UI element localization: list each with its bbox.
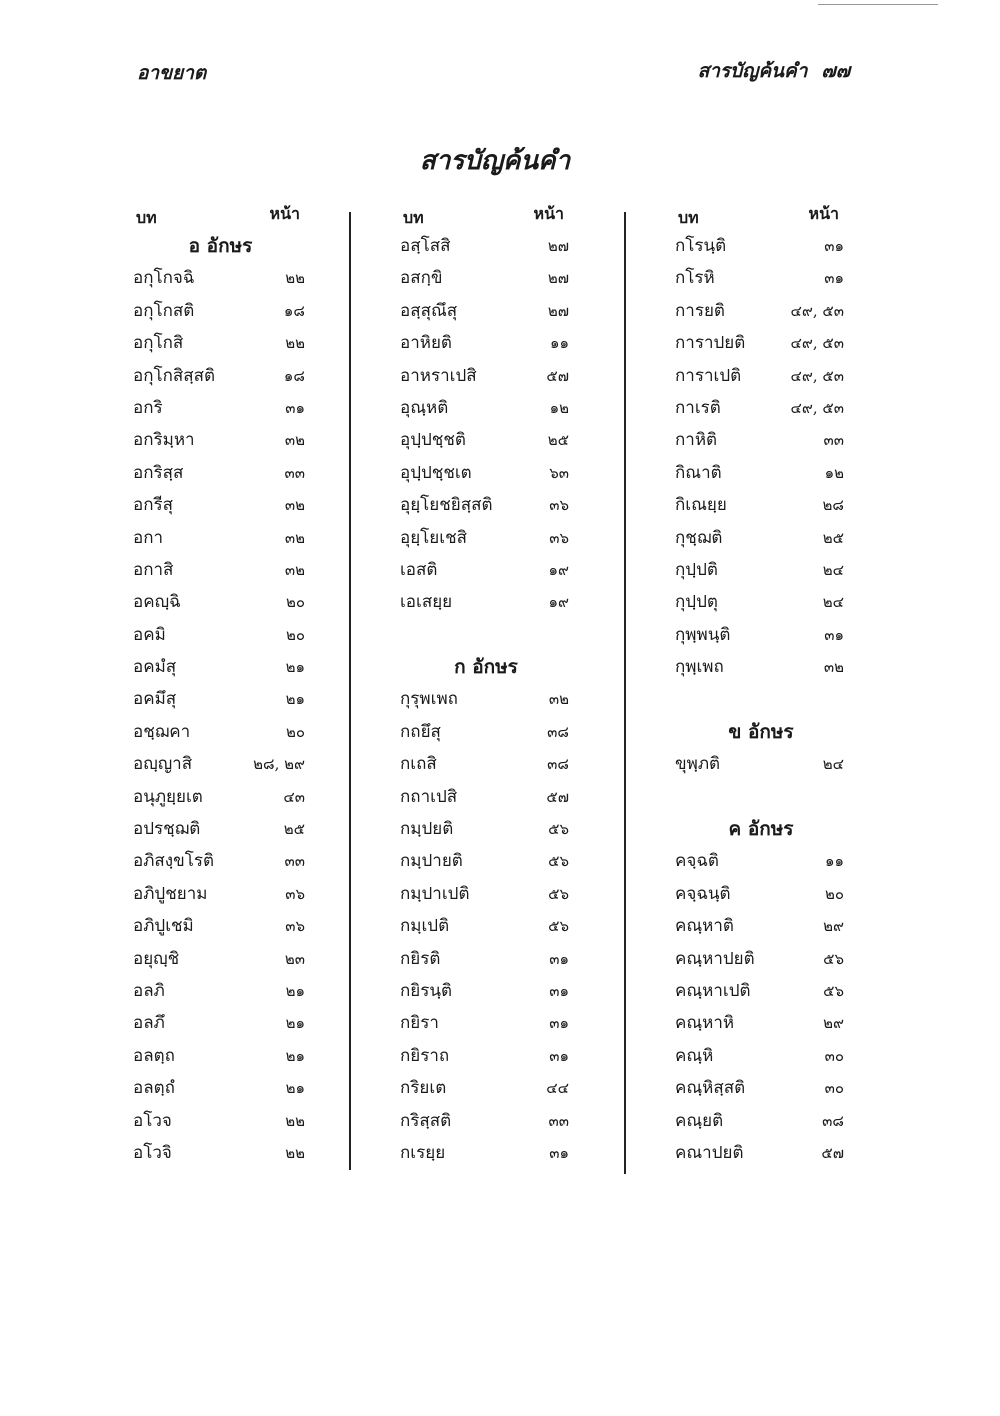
entry-page-number: ๖๓ bbox=[549, 463, 569, 482]
entry-page-number: ๕๗ bbox=[546, 787, 569, 806]
entry-page-number: ๒๗ bbox=[547, 269, 569, 288]
entry-word: อคมิ bbox=[133, 624, 166, 645]
entry-word: คณฺหาติ bbox=[675, 916, 734, 937]
entry-word: กริสฺสติ bbox=[400, 1110, 452, 1131]
index-entry bbox=[675, 1137, 847, 1169]
entry-word: อโวจ bbox=[133, 1110, 172, 1131]
index-entry bbox=[675, 910, 847, 942]
index-entry bbox=[133, 554, 308, 586]
entry-word: อุยฺโยเชสิ bbox=[400, 527, 467, 548]
running-header-right bbox=[698, 56, 850, 86]
entry-page-number: ๒๕ bbox=[547, 431, 569, 450]
entry-word: อลตฺถ bbox=[133, 1045, 175, 1066]
entry-word: กิณาติ bbox=[675, 462, 722, 483]
index-entry bbox=[400, 295, 572, 327]
entry-list bbox=[400, 230, 572, 1169]
index-entry bbox=[400, 1072, 572, 1104]
entry-list bbox=[133, 230, 308, 1169]
index-entry bbox=[133, 781, 308, 813]
entry-word: อสกฺขิ bbox=[400, 268, 443, 289]
entry-page-number: ๔๙, ๕๓ bbox=[790, 301, 844, 320]
index-entry bbox=[675, 554, 847, 586]
index-entry bbox=[675, 845, 847, 877]
entry-word: เอสติ bbox=[400, 559, 438, 580]
entry-word: อกาสิ bbox=[133, 559, 174, 580]
index-entry bbox=[133, 619, 308, 651]
index-entry bbox=[133, 878, 308, 910]
entry-word: อภิสงฺขโรติ bbox=[133, 851, 215, 872]
index-entry bbox=[675, 943, 847, 975]
index-entry bbox=[675, 619, 847, 651]
index-entry bbox=[133, 1137, 308, 1169]
entry-word: กุพฺพนฺติ bbox=[675, 624, 731, 645]
page-corner-mark bbox=[818, 0, 938, 5]
index-entry bbox=[675, 327, 847, 359]
entry-page-number: ๒๑ bbox=[285, 1014, 305, 1033]
entry-page-number: ๓๑ bbox=[549, 981, 569, 1000]
entry-word: อปรชฺฌติ bbox=[133, 819, 201, 840]
entry-page-number: ๓๖ bbox=[549, 496, 569, 515]
section-spacer bbox=[675, 781, 847, 813]
entry-word: กริยเต bbox=[400, 1078, 447, 1099]
entry-word: คณฺหาเปติ bbox=[675, 980, 751, 1001]
entry-word: ขุพฺภติ bbox=[675, 754, 721, 775]
entry-word: คณฺยติ bbox=[675, 1110, 724, 1131]
entry-page-number: ๒๕ bbox=[283, 820, 305, 839]
entry-word: อกุโกจฉิ bbox=[133, 268, 195, 289]
index-entry bbox=[675, 392, 847, 424]
entry-page-number: ๓๘ bbox=[822, 1111, 844, 1130]
index-entry bbox=[400, 910, 572, 942]
index-entry bbox=[400, 1137, 572, 1169]
entry-word: อโวจิ bbox=[133, 1142, 172, 1163]
entry-word: คจฺฉนฺติ bbox=[675, 883, 731, 904]
entry-page-number: ๒๙ bbox=[823, 917, 844, 936]
entry-word: อสฺสุณึสุ bbox=[400, 300, 458, 321]
index-entry bbox=[675, 489, 847, 521]
index-entry bbox=[400, 878, 572, 910]
index-entry bbox=[400, 262, 572, 294]
entry-word: อคญฺฉิ bbox=[133, 592, 181, 613]
entry-page-number: ๒๐ bbox=[285, 625, 305, 644]
entry-word: อกุโกสิ bbox=[133, 333, 184, 354]
index-entry bbox=[133, 457, 308, 489]
entry-page-number: ๓๒ bbox=[823, 658, 844, 677]
entry-word: อาหิยติ bbox=[400, 333, 452, 354]
entry-page-number: ๓๑ bbox=[549, 1014, 569, 1033]
entry-page-number: ๓๑ bbox=[824, 625, 844, 644]
entry-page-number: ๓๓ bbox=[548, 1111, 569, 1130]
section-heading: ข อักษร bbox=[728, 720, 794, 743]
entry-word: กยิรา bbox=[400, 1013, 439, 1034]
entry-page-number: ๓๒ bbox=[548, 690, 569, 709]
entry-word: กุรุพเพถ bbox=[400, 689, 458, 710]
entry-word: อญฺญาสิ bbox=[133, 754, 193, 775]
entry-word: กยิราถ bbox=[400, 1045, 450, 1066]
index-entry bbox=[133, 748, 308, 780]
entry-page-number: ๓๑ bbox=[824, 237, 844, 255]
entry-word: กถาเปสิ bbox=[400, 786, 458, 807]
index-entry bbox=[675, 1105, 847, 1137]
index-entry bbox=[675, 748, 847, 780]
index-entry bbox=[675, 878, 847, 910]
entry-page-number: ๒๑ bbox=[285, 1046, 305, 1065]
entry-word: กิเณยฺย bbox=[675, 495, 727, 516]
entry-word: อุณฺหติ bbox=[400, 397, 449, 418]
index-entry bbox=[400, 1040, 572, 1072]
entry-page-number: ๓๓ bbox=[823, 431, 844, 450]
entry-page-number: ๕๗ bbox=[821, 1143, 844, 1162]
entry-word: อกริสฺส bbox=[133, 462, 184, 483]
index-entry bbox=[675, 586, 847, 618]
entry-word: อุยฺโยชยิสฺสติ bbox=[400, 495, 493, 516]
entry-page-number: ๒๐ bbox=[285, 593, 305, 612]
entry-word: อกา bbox=[133, 527, 164, 548]
entry-page-number: ๓๘ bbox=[547, 755, 569, 774]
index-entry bbox=[400, 360, 572, 392]
entry-word: กโรนฺติ bbox=[675, 236, 727, 256]
entry-word: กาหิติ bbox=[675, 430, 718, 451]
running-header-left: อาขยาต bbox=[137, 62, 207, 84]
page-title: สารบัญค้นคำ bbox=[419, 146, 571, 176]
entry-page-number: ๒๒ bbox=[285, 1111, 305, 1130]
entry-page-number: ๒๒ bbox=[285, 1143, 305, 1162]
section-spacer bbox=[675, 683, 847, 715]
index-entry bbox=[400, 327, 572, 359]
index-entry bbox=[133, 975, 308, 1007]
entry-page-number: ๑๑ bbox=[824, 852, 844, 871]
entry-page-number: ๓๘ bbox=[547, 722, 569, 741]
entry-word: อชฺฌคา bbox=[133, 721, 191, 742]
entry-page-number: ๓๑ bbox=[285, 398, 305, 417]
index-entry bbox=[675, 424, 847, 456]
entry-page-number: ๓๒ bbox=[284, 560, 305, 579]
entry-page-number: ๒๕ bbox=[822, 528, 844, 547]
entry-page-number: ๑๘ bbox=[283, 366, 305, 385]
entry-word: อุปฺปชฺชติ bbox=[400, 430, 466, 451]
entry-word: อนุภูยฺยเต bbox=[133, 786, 203, 807]
entry-word: เอเสยฺย bbox=[400, 592, 453, 613]
entry-word: กถยึสุ bbox=[400, 721, 441, 742]
index-entry bbox=[133, 845, 308, 877]
index-entry bbox=[133, 522, 308, 554]
entry-page-number: ๒๗ bbox=[547, 237, 569, 255]
entry-page-number: ๓๖ bbox=[285, 917, 305, 936]
entry-page-number: ๕๖ bbox=[548, 884, 569, 903]
entry-word: กโรหิ bbox=[675, 268, 715, 289]
entry-page-number: ๒๘, ๒๙ bbox=[253, 755, 305, 774]
index-column-1 bbox=[133, 200, 308, 1169]
entry-page-number: ๓๖ bbox=[285, 884, 305, 903]
section-heading: อ อักษร bbox=[188, 235, 253, 257]
entry-word: อยุญฺชิ bbox=[133, 948, 180, 969]
section-heading: ก อักษร bbox=[454, 656, 518, 679]
entry-page-number: ๕๗ bbox=[546, 366, 569, 385]
index-entry bbox=[675, 262, 847, 294]
index-entry bbox=[675, 295, 847, 327]
entry-page-number: ๑๒ bbox=[824, 463, 844, 482]
entry-page-number: ๕๖ bbox=[823, 981, 844, 1000]
entry-page-number: ๓๓ bbox=[284, 852, 305, 871]
entry-page-number: ๒๙ bbox=[823, 1014, 844, 1033]
column-header-chapter: บท bbox=[403, 208, 424, 227]
entry-page-number: ๓๐ bbox=[824, 1046, 844, 1065]
index-entry bbox=[400, 716, 572, 748]
index-entry bbox=[400, 781, 572, 813]
index-entry bbox=[133, 424, 308, 456]
column-header bbox=[675, 200, 847, 230]
index-entry bbox=[675, 360, 847, 392]
entry-word: คณาปยติ bbox=[675, 1142, 744, 1163]
index-entry bbox=[400, 975, 572, 1007]
entry-page-number: ๕๖ bbox=[548, 852, 569, 871]
entry-page-number: ๓๑ bbox=[824, 269, 844, 288]
index-entry bbox=[400, 392, 572, 424]
entry-word: อคมึสุ bbox=[133, 689, 177, 710]
entry-page-number: ๓๑ bbox=[549, 1143, 569, 1162]
entry-page-number: ๑๙ bbox=[548, 593, 569, 612]
entry-word: การาเปติ bbox=[675, 365, 742, 386]
entry-word: กเรยฺย bbox=[400, 1142, 446, 1163]
index-entry bbox=[400, 748, 572, 780]
index-entry bbox=[133, 1040, 308, 1072]
entry-word: อลภึ bbox=[133, 1013, 165, 1034]
entry-page-number: ๔๙, ๕๓ bbox=[790, 366, 844, 385]
index-entry bbox=[133, 943, 308, 975]
entry-page-number: ๕๖ bbox=[823, 949, 844, 968]
entry-word: กมฺปายติ bbox=[400, 851, 463, 872]
entry-word: การาปยติ bbox=[675, 333, 746, 354]
index-entry bbox=[400, 1007, 572, 1039]
entry-page-number: ๒๗ bbox=[547, 301, 569, 320]
running-header-title: สารบัญค้นคำ bbox=[697, 60, 808, 82]
column-divider bbox=[624, 212, 626, 1174]
entry-page-number: ๔๙, ๕๓ bbox=[790, 334, 844, 353]
index-entry bbox=[675, 1072, 847, 1104]
entry-page-number: ๓๓ bbox=[284, 463, 305, 482]
entry-word: อลตฺถํ bbox=[133, 1078, 175, 1099]
entry-page-number: ๑๒ bbox=[549, 398, 569, 417]
index-column-2 bbox=[400, 200, 572, 1169]
index-entry bbox=[400, 554, 572, 586]
entry-page-number: ๒๔ bbox=[822, 755, 844, 774]
entry-page-number: ๒๑ bbox=[285, 1079, 305, 1098]
entry-page-number: ๒๒ bbox=[285, 269, 305, 288]
entry-page-number: ๒๓ bbox=[284, 949, 305, 968]
entry-word: อคมํสุ bbox=[133, 657, 177, 678]
index-entry bbox=[133, 586, 308, 618]
entry-page-number: ๕๖ bbox=[548, 820, 569, 839]
entry-word: อสฺโสสิ bbox=[400, 236, 451, 256]
index-entry bbox=[133, 813, 308, 845]
entry-page-number: ๑๙ bbox=[548, 560, 569, 579]
index-entry bbox=[133, 651, 308, 683]
entry-word: กยิรนฺติ bbox=[400, 980, 453, 1001]
index-entry bbox=[133, 392, 308, 424]
index-entry bbox=[675, 975, 847, 1007]
entry-word: อลภิ bbox=[133, 980, 165, 1001]
index-entry bbox=[400, 457, 572, 489]
entry-word: กุปฺปตุ bbox=[675, 592, 718, 613]
entry-word: การยติ bbox=[675, 300, 725, 321]
entry-page-number: ๑๘ bbox=[283, 301, 305, 320]
index-entry bbox=[675, 230, 847, 262]
index-entry bbox=[400, 586, 572, 618]
entry-page-number: ๒๐ bbox=[285, 722, 305, 741]
entry-word: กมฺเปติ bbox=[400, 916, 450, 937]
entry-word: กุชฺฌติ bbox=[675, 527, 723, 548]
entry-word: อุปฺปชฺชเต bbox=[400, 462, 472, 483]
index-entry bbox=[675, 1040, 847, 1072]
entry-page-number: ๓๒ bbox=[284, 496, 305, 515]
entry-page-number: ๕๖ bbox=[548, 917, 569, 936]
entry-word: อภิปูเชมิ bbox=[133, 916, 194, 937]
entry-word: อกุโกสติ bbox=[133, 300, 195, 321]
entry-page-number: ๑๑ bbox=[549, 334, 569, 353]
entry-word: คณฺหิ bbox=[675, 1045, 714, 1066]
column-header-page: หน้า bbox=[269, 204, 300, 223]
entry-page-number: ๒๑ bbox=[285, 690, 305, 709]
entry-word: อาหราเปสิ bbox=[400, 365, 477, 386]
index-entry bbox=[675, 522, 847, 554]
index-entry bbox=[133, 360, 308, 392]
column-divider bbox=[349, 212, 351, 1170]
index-entry bbox=[133, 1105, 308, 1137]
entry-word: กยิรติ bbox=[400, 948, 441, 969]
entry-page-number: ๔๓ bbox=[283, 787, 305, 806]
entry-page-number: ๒๘ bbox=[822, 496, 844, 515]
column-header-page: หน้า bbox=[808, 204, 839, 223]
index-entry bbox=[133, 1072, 308, 1104]
entry-page-number: ๒๑ bbox=[285, 658, 305, 677]
index-entry bbox=[400, 943, 572, 975]
index-entry bbox=[400, 489, 572, 521]
column-header-chapter: บท bbox=[136, 208, 157, 227]
entry-page-number: ๓๑ bbox=[549, 949, 569, 968]
index-entry bbox=[133, 295, 308, 327]
index-column-3 bbox=[675, 200, 847, 1169]
entry-page-number: ๔๙, ๕๓ bbox=[790, 398, 844, 417]
entry-page-number: ๓๒ bbox=[284, 528, 305, 547]
entry-word: กาเรติ bbox=[675, 397, 721, 418]
index-entry bbox=[400, 683, 572, 715]
entry-page-number: ๒๑ bbox=[285, 981, 305, 1000]
index-entry bbox=[133, 262, 308, 294]
column-header-chapter: บท bbox=[678, 208, 699, 227]
entry-word: คณฺหิสฺสติ bbox=[675, 1078, 746, 1099]
entry-word: อกุโกสิสฺสติ bbox=[133, 365, 216, 386]
index-entry bbox=[133, 327, 308, 359]
entry-word: คจฺฉติ bbox=[675, 851, 719, 872]
entry-word: อกริมฺหา bbox=[133, 430, 195, 451]
section-heading: ค อักษร bbox=[728, 818, 794, 841]
index-entry bbox=[400, 813, 572, 845]
index-entry bbox=[133, 716, 308, 748]
column-header-page: หน้า bbox=[533, 204, 564, 223]
index-entry bbox=[675, 457, 847, 489]
entry-word: คณฺหาปยติ bbox=[675, 948, 755, 969]
index-entry bbox=[133, 489, 308, 521]
page-number: ๗๗ bbox=[821, 60, 850, 82]
index-entry bbox=[400, 424, 572, 456]
entry-word: อกริ bbox=[133, 397, 163, 418]
entry-word: กมฺปยติ bbox=[400, 819, 454, 840]
index-entry bbox=[675, 651, 847, 683]
entry-word: กุปฺปติ bbox=[675, 559, 718, 580]
index-entry bbox=[400, 1105, 572, 1137]
entry-page-number: ๒๔ bbox=[822, 560, 844, 579]
column-header bbox=[400, 200, 572, 230]
entry-page-number: ๒๐ bbox=[824, 884, 844, 903]
entry-word: อภิปูชยาม bbox=[133, 883, 208, 904]
index-entry bbox=[133, 910, 308, 942]
entry-word: อกรีสุ bbox=[133, 495, 174, 516]
entry-page-number: ๒๒ bbox=[285, 334, 305, 353]
index-entry bbox=[133, 683, 308, 715]
index-entry bbox=[133, 1007, 308, 1039]
entry-word: กุพฺเพถ bbox=[675, 657, 724, 678]
index-entry bbox=[400, 522, 572, 554]
column-header bbox=[133, 200, 308, 230]
entry-list bbox=[675, 230, 847, 1169]
entry-page-number: ๒๔ bbox=[822, 593, 844, 612]
entry-page-number: ๓๑ bbox=[549, 1046, 569, 1065]
entry-word: กมฺปาเปติ bbox=[400, 883, 470, 904]
index-entry bbox=[400, 230, 572, 262]
entry-page-number: ๓๐ bbox=[824, 1079, 844, 1098]
entry-page-number: ๓๖ bbox=[549, 528, 569, 547]
index-entry bbox=[400, 845, 572, 877]
section-spacer bbox=[400, 619, 572, 651]
entry-page-number: ๓๒ bbox=[284, 431, 305, 450]
index-entry bbox=[675, 1007, 847, 1039]
entry-page-number: ๔๔ bbox=[546, 1079, 569, 1098]
entry-word: คณฺหาหิ bbox=[675, 1013, 735, 1034]
entry-word: กเถสิ bbox=[400, 754, 437, 775]
